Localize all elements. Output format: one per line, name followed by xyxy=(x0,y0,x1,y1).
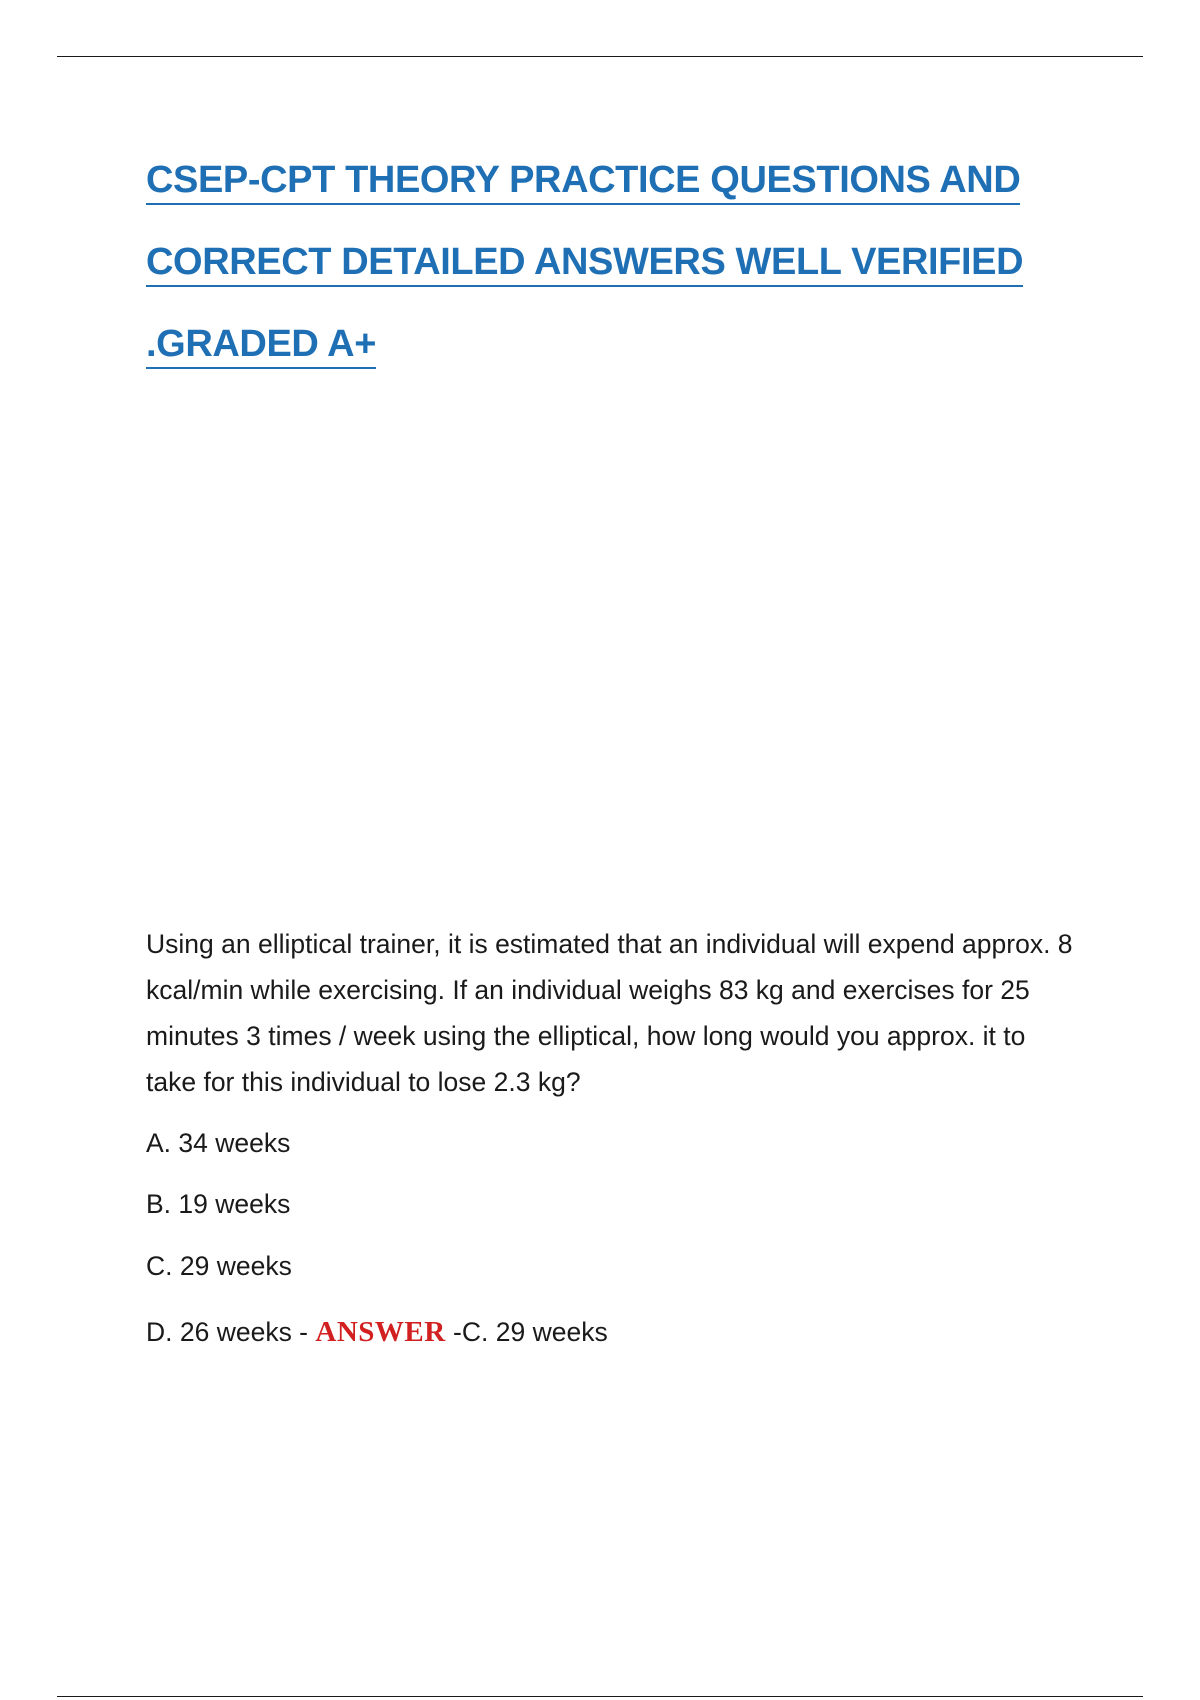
title-line-1: CSEP-CPT THEORY PRACTICE QUESTIONS AND xyxy=(146,157,1020,205)
answer-label: ANSWER xyxy=(315,1316,446,1348)
option-a: A. 34 weeks xyxy=(146,1128,291,1158)
answer-text: -C. 29 weeks xyxy=(445,1317,608,1347)
option-c: C. 29 weeks xyxy=(146,1251,292,1281)
option-d-text: D. 26 weeks - xyxy=(146,1317,316,1347)
question-text: Using an elliptical trainer, it is estimated that an individual will expend approx. 8 kcal/min while exercising. If an individual weighs 83 kg and exercises for 25 minutes 3 times / week using the elliptical, how long would you approx. it to take for this individual to lose 2.3 kg? xyxy=(146,929,1073,1097)
option-b: B. 19 weeks xyxy=(146,1189,291,1219)
top-rule xyxy=(57,56,1143,57)
option-d-with-answer xyxy=(146,1315,608,1349)
title-line-3: .GRADED A+ xyxy=(146,321,376,369)
title-line-2: CORRECT DETAILED ANSWERS WELL VERIFIED xyxy=(146,239,1023,287)
document-title xyxy=(146,146,1076,392)
bottom-rule xyxy=(57,1696,1143,1697)
